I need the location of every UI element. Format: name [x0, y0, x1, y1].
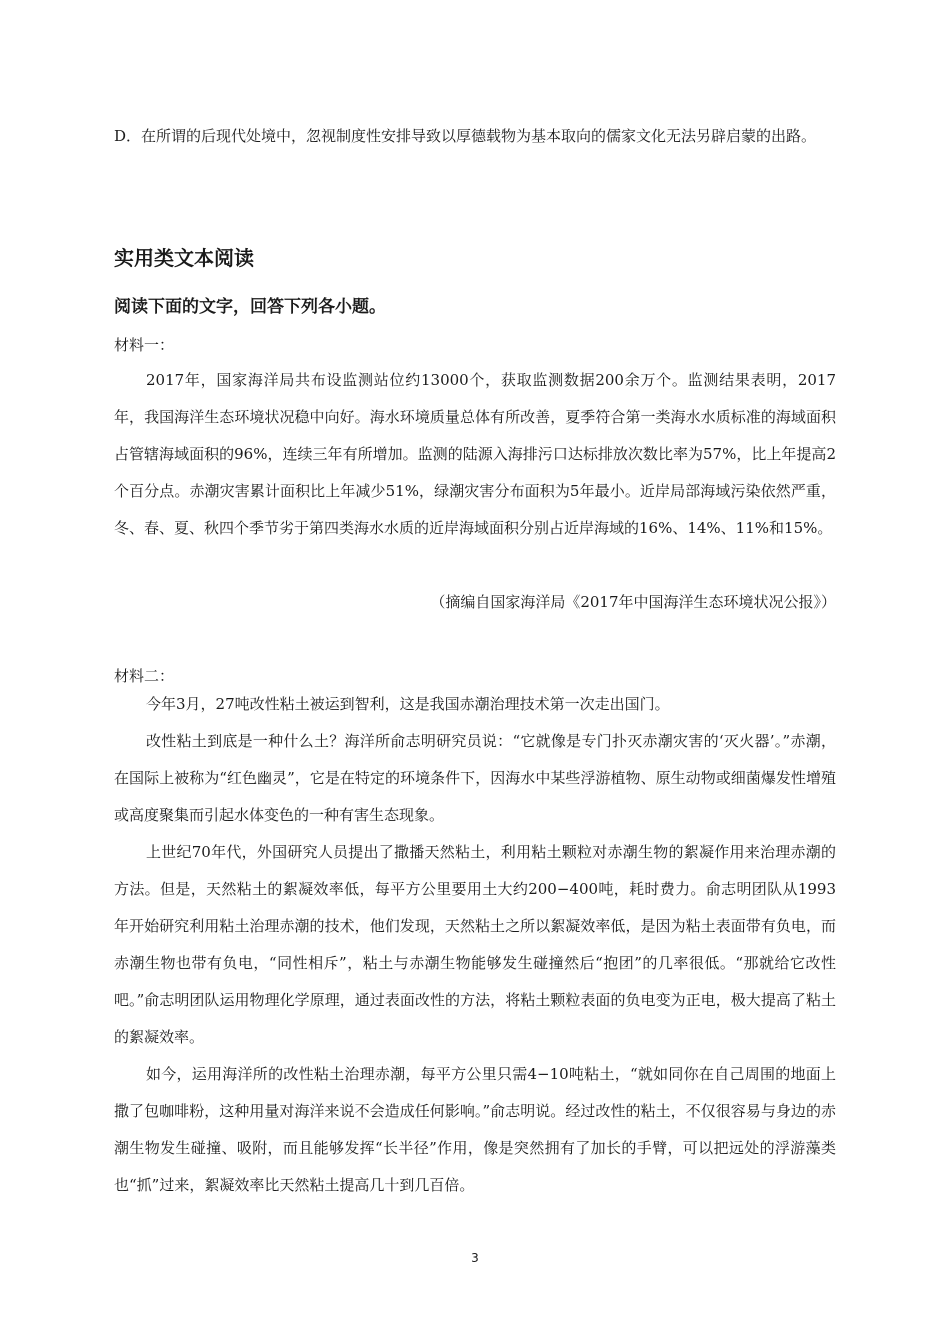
material1-paragraph: 2017年，国家海洋局共布设监测站位约13000个，获取监测数据200余万个。监测结果表明，2017年，我国海洋生态环境状况稳中向好。海水环境质量总体有所改善，夏季符合第一类海水水质标准的海域面积占管辖海域面积的96%，连续三年有所增加。监测的陆源入海排污口达标排放次数比率为57%，比上年提高2个百分点。赤潮灾害累计面积比上年减少51%，绿潮灾害分布面积为5年最小。近岸局部海域污染依然严重，冬、春、夏、秋四个季节劣于第四类海水水质的近岸海域面积分别占近岸海域的16%、14%、11%和15%。 [114, 371, 836, 537]
material2-paragraph-4: 如今，运用海洋所的改性粘土治理赤潮，每平方公里只需4−10吨粘土，“就如同你在自己周围的地面上撒了包咖啡粉，这种用量对海洋来说不会造成任何影响。”俞志明说。经过改性的粘土，不仅很容易与身边的赤潮生物发生碰撞、吸附，而且能够发挥“长半径”作用，像是突然拥有了加长的手臂，可以把远处的浮游藻类也“抓”过来，絮凝效率比天然粘土提高几十到几百倍。 [114, 1065, 836, 1194]
instruction-heading: 阅读下面的文字，回答下列各小题。 [114, 297, 386, 317]
option-d-text: D．在所谓的后现代处境中，忽视制度性安排导致以厚德载物为基本取向的儒家文化无法另辟启蒙的出路。 [114, 127, 817, 145]
page-number: 3 [471, 1251, 479, 1265]
material2-paragraph-1: 今年3月，27吨改性粘土被运到智利，这是我国赤潮治理技术第一次走出国门。 [146, 695, 670, 713]
material1-label: 材料一： [114, 336, 175, 354]
material2-paragraph-2: 改性粘土到底是一种什么土？海洋所俞志明研究员说：“它就像是专门扑灭赤潮灾害的‘灭火器’。”赤潮，在国际上被称为“红色幽灵”，它是在特定的环境条件下，因海水中某些浮游植物、原生动物或细菌爆发性增殖或高度聚集而引起水体变色的一种有害生态现象。 [114, 732, 836, 824]
material2-paragraph-3: 上世纪70年代，外国研究人员提出了撒播天然粘土，利用粘土颗粒对赤潮生物的絮凝作用来治理赤潮的方法。但是，天然粘土的絮凝效率低，每平方公里要用土大约200−400吨，耗时费力。俞志明团队从1993年开始研究利用粘土治理赤潮的技术，他们发现，天然粘土之所以絮凝效率低，是因为粘土表面带有负电，而赤潮生物也带有负电，“同性相斥”，粘土与赤潮生物能够发生碰撞然后“抱团”的几率很低。“那就给它改性吧。”俞志明团队运用物理化学原理，通过表面改性的方法，将粘土颗粒表面的负电变为正电，极大提高了粘土的絮凝效率。 [114, 843, 836, 1046]
material2-label: 材料二： [114, 667, 175, 685]
material1-source: （摘编自国家海洋局《2017年中国海洋生态环境状况公报》） [430, 593, 836, 611]
section-title: 实用类文本阅读 [114, 246, 254, 270]
